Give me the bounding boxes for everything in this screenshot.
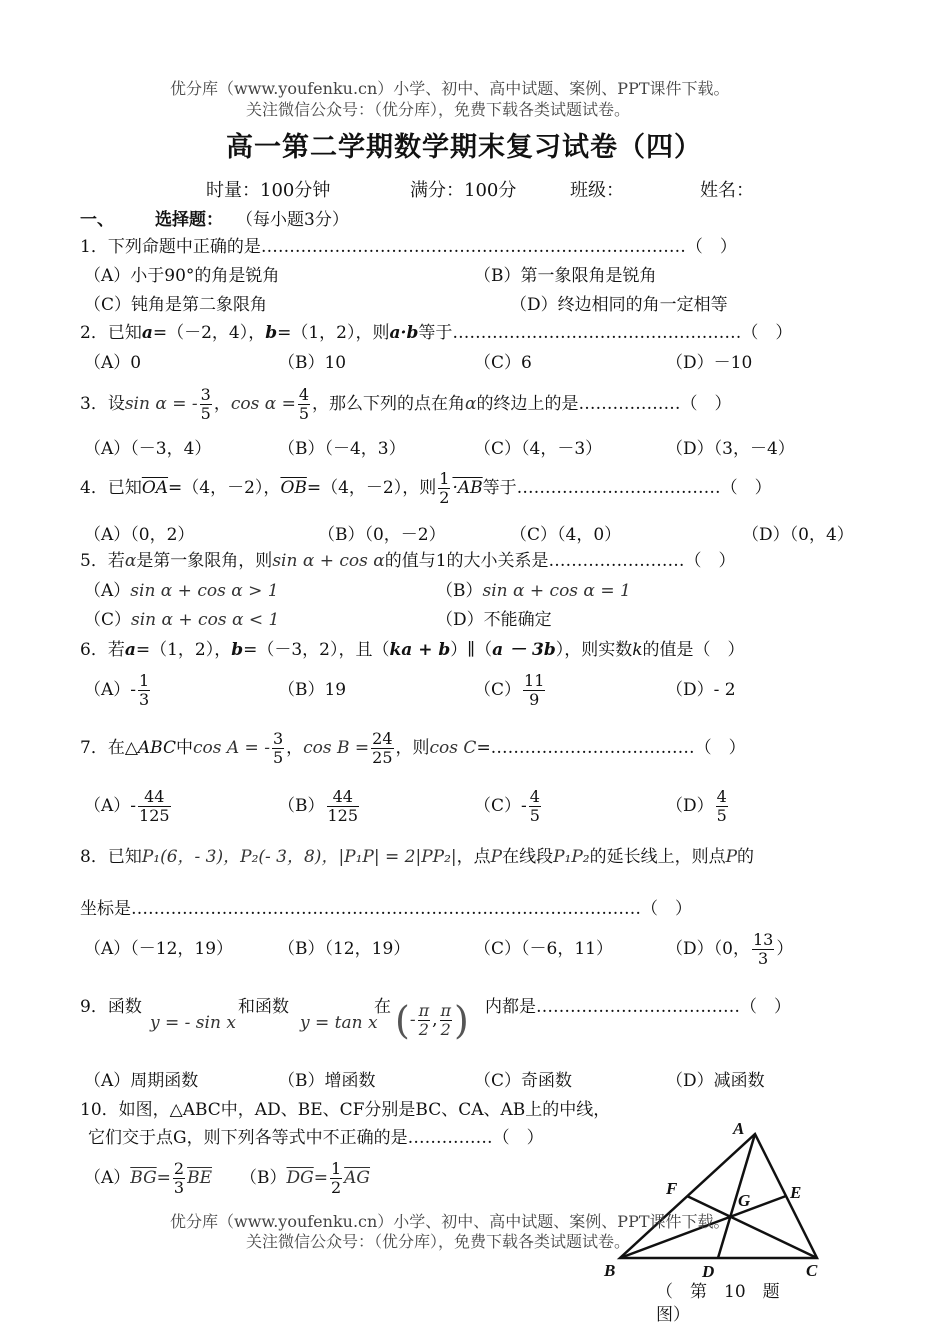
q8-d-num: 13 xyxy=(752,930,774,949)
label-e: E xyxy=(790,1183,802,1202)
q3-option-c: （C）（4，－3） xyxy=(474,439,603,459)
q3-comma: ， xyxy=(213,394,231,414)
q9-option-a: （A）周期函数 xyxy=(84,1071,199,1091)
q7-cosA: cos A = - xyxy=(192,738,270,758)
q7-stem xyxy=(80,726,746,770)
q10-option-a xyxy=(84,1156,212,1200)
q3-stem xyxy=(80,382,732,426)
q5-post: 的值与1的大小关系是……………………（ ） xyxy=(384,551,736,571)
q8-option-b: （B）（12，19） xyxy=(278,939,411,959)
q2-post: 等于……………………………………………（ ） xyxy=(418,323,793,343)
q9-func1: y = - sin x xyxy=(150,1013,236,1033)
q6-c-den: 9 xyxy=(529,690,540,709)
q1-option-a: （A）小于90°的角是锐角 xyxy=(84,266,280,286)
q7-then: ，则 xyxy=(395,738,430,758)
q10-a-den: 3 xyxy=(173,1178,185,1197)
q10-b-label: （B） xyxy=(240,1168,287,1188)
q4-option-d: （D）（0，4） xyxy=(742,525,854,545)
figure-caption-2: 图） xyxy=(656,1305,690,1325)
q3-option-d: （D）（3，－4） xyxy=(666,439,795,459)
q6-c-label: （C） xyxy=(474,680,522,700)
q10-b-num: 1 xyxy=(330,1159,342,1178)
q10-line1: 10．如图，△ABC中，AD、BE、CF分别是BC、CA、AB上的中线， xyxy=(80,1100,611,1120)
q7-frac1-den: 5 xyxy=(272,748,284,767)
q8-option-d xyxy=(666,927,793,971)
q6-a-frac xyxy=(138,672,150,709)
q7-d-frac xyxy=(716,788,728,825)
q8-d-frac xyxy=(752,931,774,968)
q6-a-num: 1 xyxy=(139,671,150,690)
q8-post: 的延长线上，则点 xyxy=(589,847,726,867)
q7-a-label: （A）- xyxy=(84,796,137,816)
q9-neg: - xyxy=(409,1010,416,1030)
q4-vec-ab: ·AB xyxy=(452,478,483,498)
page-title: 高一第二学期数学期末复习试卷（四） xyxy=(226,132,702,163)
q5-b-label: （B） xyxy=(436,581,483,601)
q10-b-dg: $\overline{DG}$ xyxy=(286,1168,314,1188)
q1-option-d: （D）终边相同的角一定相等 xyxy=(510,295,728,315)
q6-option-b: （B）19 xyxy=(278,680,347,700)
q3-post1: ，那么下列的点在角 xyxy=(312,394,466,414)
q9-rparen: ) xyxy=(454,998,469,1043)
q5-option-b xyxy=(436,580,631,602)
q7-c-num: 4 xyxy=(529,787,540,806)
info-class: 班级： xyxy=(570,180,624,201)
q7-a-den: 125 xyxy=(139,806,170,825)
info-time: 时量：100分钟 xyxy=(206,180,331,201)
q4-stem xyxy=(80,466,772,510)
q5-option-c xyxy=(84,609,279,631)
q9-frac1 xyxy=(418,1002,431,1039)
q7-abc: ABC xyxy=(137,738,176,758)
q3-pre: 3．设 xyxy=(80,394,125,414)
q5-c-expr: sin α + cos α < 1 xyxy=(131,610,280,630)
q2-dot: a·b xyxy=(389,323,419,343)
q9-mid: 和函数 xyxy=(238,997,289,1017)
q6-a-3b: a － 3b xyxy=(492,640,556,660)
q5-option-a xyxy=(84,580,279,602)
q4-mid1: =（4，－2）， xyxy=(168,478,281,498)
q9-in: 在 xyxy=(374,997,391,1017)
q8-d-end: ） xyxy=(776,939,794,959)
q1-option-c: （C）钝角是第二象限角 xyxy=(84,295,268,315)
q6-stem xyxy=(80,639,745,661)
q10-option-b xyxy=(240,1156,370,1200)
q2-option-b: （B）10 xyxy=(278,353,347,373)
q10-a-eq: = xyxy=(156,1168,171,1188)
q9-option-c: （C）奇函数 xyxy=(474,1071,573,1091)
q8-option-a: （A）（－12，19） xyxy=(84,939,234,959)
q7-option-a xyxy=(84,784,173,828)
q7-cosC: cos C xyxy=(429,738,477,758)
q5-mid: 是第一象限角，则 xyxy=(136,551,273,571)
q10-line2: 它们交于点G，则下列各等式中不正确的是……………（ ） xyxy=(88,1128,544,1148)
q5-stem xyxy=(80,550,736,572)
label-g: G xyxy=(738,1191,751,1210)
q9-post: 内都是………………………………（ ） xyxy=(485,997,791,1017)
q5-option-d: （D）不能确定 xyxy=(436,610,552,630)
q7-cosB: cos B = xyxy=(303,738,370,758)
q4-vec-ob: $\overline{OB}$ xyxy=(280,478,307,498)
q3-frac1-den: 5 xyxy=(200,404,211,423)
q7-b-frac xyxy=(327,788,360,825)
q7-a-frac xyxy=(138,788,171,825)
q6-c-num: 11 xyxy=(524,671,545,690)
q8-relation: |P₁P| = 2|PP₂| xyxy=(338,847,457,867)
q7-frac2-num: 24 xyxy=(372,729,393,748)
q3-frac2-den: 5 xyxy=(298,404,310,423)
q8-option-c: （C）（－6，11） xyxy=(474,939,613,959)
q6-post2: 的值是（ ） xyxy=(642,640,745,660)
q10-a-bg: $\overline{BG}$ xyxy=(130,1168,157,1188)
q7-d-label: （D） xyxy=(666,796,714,816)
q6-option-d: （D）- 2 xyxy=(666,680,736,700)
q7-b-label: （B） xyxy=(278,796,325,816)
label-b: B xyxy=(604,1261,616,1280)
q7-comma: ， xyxy=(286,738,304,758)
q7-pre: 7．在△ xyxy=(80,738,138,758)
q10-a-frac xyxy=(173,1160,185,1197)
q6-mid3: ）∥（ xyxy=(450,640,493,660)
q9-func2: y = tan x xyxy=(300,1013,378,1033)
figure-caption-1: （ 第 10 题 xyxy=(656,1282,780,1302)
q7-c-label: （C）- xyxy=(474,796,527,816)
q9-option-b: （B）增函数 xyxy=(278,1071,376,1091)
q3-post2: 的终边上的是………………（ ） xyxy=(476,394,732,414)
q9-frac2-num: π xyxy=(440,1001,452,1020)
q10-a-be: $\overline{BE}$ xyxy=(187,1168,213,1188)
q10-a-label: （A） xyxy=(84,1168,131,1188)
q6-mid2: =（－3，2），且（ xyxy=(243,640,390,660)
q2-option-c: （C）6 xyxy=(474,353,532,373)
q4-vec-oa: $\overline{OA}$ xyxy=(141,478,169,498)
q2-stem xyxy=(80,322,792,344)
q2-mid1: =（－2，4）， xyxy=(152,323,266,343)
q6-ka-b: ka + b xyxy=(389,640,451,660)
q7-a-num: 44 xyxy=(138,788,171,807)
q4-mid2: =（4，－2），则 xyxy=(306,478,437,498)
q7-mid: 中 xyxy=(175,738,193,758)
section-number: 一、 xyxy=(80,210,114,230)
q3-option-a: （A）（－3，4） xyxy=(84,439,212,459)
q2-vec-a: a xyxy=(141,323,153,343)
footer-line-1: 优分库（www.youfenku.cn）小学、初中、高中试题、案例、PPT课件下载。 xyxy=(170,1212,730,1231)
q6-a-label: （A）- xyxy=(84,680,137,700)
q8-d-den: 3 xyxy=(758,949,769,968)
q3-option-b: （B）（－4，3） xyxy=(278,439,406,459)
q8-segment: P₁P₂ xyxy=(553,847,590,867)
footer-line-2: 关注微信公众号：（优分库），免费下载各类试题试卷。 xyxy=(246,1232,631,1251)
q6-vec-b: b xyxy=(231,640,244,660)
q10-triangle-figure xyxy=(590,1110,840,1290)
q8-d-label: （D）（0， xyxy=(666,939,750,959)
q6-a-den: 3 xyxy=(139,690,150,709)
q4-option-a: （A）（0，2） xyxy=(84,525,195,545)
q8-p-end: P xyxy=(725,847,738,867)
q9-stem xyxy=(80,996,142,1018)
q6-c-frac xyxy=(523,672,545,709)
label-c: C xyxy=(806,1261,818,1280)
q4-option-b: （B）（0，－2） xyxy=(318,525,446,545)
section-note: （每小题3分） xyxy=(236,210,349,230)
q6-k: k xyxy=(632,640,643,660)
q7-c-den: 5 xyxy=(529,806,540,825)
q4-pre: 4．已知 xyxy=(80,478,142,498)
label-a: A xyxy=(733,1119,745,1138)
q3-frac2-num: 4 xyxy=(298,385,310,404)
q8-stem xyxy=(80,846,754,868)
q4-frac-num: 1 xyxy=(439,469,450,488)
q6-post: ），则实数 xyxy=(555,640,633,660)
q4-frac xyxy=(438,470,450,507)
q7-b-num: 44 xyxy=(327,788,360,807)
q10-b-frac xyxy=(330,1160,342,1197)
q8-p2: P₂(- 3，8)， xyxy=(240,847,339,867)
q5-alpha: α xyxy=(124,551,137,571)
q4-option-c: （C）（4，0） xyxy=(510,525,622,545)
q7-d-den: 5 xyxy=(716,806,727,825)
q7-frac1-num: 3 xyxy=(272,729,284,748)
q6-pre: 6．若 xyxy=(80,640,125,660)
q2-pre: 2．已知 xyxy=(80,323,142,343)
header-line-1: 优分库（www.youfenku.cn）小学、初中、高中试题、案例、PPT课件下载。 xyxy=(170,79,730,98)
q7-option-c xyxy=(474,784,543,828)
q9-lparen: ( xyxy=(395,998,410,1043)
q1-stem: 1．下列命题中正确的是…………………………………………………………………（ ） xyxy=(80,237,737,257)
q3-sin: sin α = - xyxy=(124,394,198,414)
q5-a-expr: sin α + cos α > 1 xyxy=(130,581,279,601)
q8-pre: 8．已知 xyxy=(80,847,142,867)
q7-frac2-den: 25 xyxy=(372,748,393,767)
q8-mid2: 在线段 xyxy=(502,847,554,867)
q7-frac1 xyxy=(272,730,284,767)
q3-alpha: α xyxy=(465,394,477,414)
q1-option-b: （B）第一象限角是锐角 xyxy=(474,266,657,286)
q8-p1: P₁(6，- 3)， xyxy=(141,847,241,867)
q9-interval: (- $\frac{\pi}{2}$ , $\frac{\pi}{2}$ ) xyxy=(395,998,469,1043)
q7-option-d xyxy=(666,784,730,828)
q5-pre: 5．若 xyxy=(80,551,125,571)
q9-frac1-den: 2 xyxy=(418,1020,429,1039)
q8-post2: 的 xyxy=(737,847,755,867)
q5-c-label: （C） xyxy=(84,610,132,630)
q7-c-frac xyxy=(529,788,541,825)
q6-option-c xyxy=(474,668,547,712)
q9-frac2 xyxy=(440,1002,453,1039)
q8-line2: 坐标是………………………………………………………………………………（ ） xyxy=(80,899,692,919)
q9-pre: 9．函数 xyxy=(80,997,142,1017)
triangle-abc xyxy=(620,1134,817,1258)
info-name: 姓名： xyxy=(700,180,754,201)
q3-cos: cos α = xyxy=(230,394,296,414)
q9-frac2-den: 2 xyxy=(440,1020,451,1039)
q2-mid2: =（1，2），则 xyxy=(277,323,390,343)
q8-mid: ，点 xyxy=(456,847,491,867)
q2-option-a: （A）0 xyxy=(84,353,142,373)
label-f: F xyxy=(666,1179,678,1198)
q10-b-den: 2 xyxy=(330,1178,342,1197)
q3-frac1-num: 3 xyxy=(200,385,211,404)
q9-frac1-num: π xyxy=(418,1001,430,1020)
q2-vec-b: b xyxy=(265,323,278,343)
q7-post: =………………………………（ ） xyxy=(476,738,746,758)
q4-frac-den: 2 xyxy=(439,488,450,507)
q8-p: P xyxy=(490,847,503,867)
q10-b-eq: = xyxy=(313,1168,328,1188)
section-label: 选择题： xyxy=(155,210,223,230)
q7-frac2 xyxy=(371,730,393,767)
q4-post: 等于………………………………（ ） xyxy=(482,478,772,498)
q7-d-num: 4 xyxy=(716,787,727,806)
q3-frac1 xyxy=(200,386,212,423)
q6-vec-a: a xyxy=(124,640,136,660)
q10-a-num: 2 xyxy=(173,1159,185,1178)
label-d: D xyxy=(702,1262,715,1281)
q6-mid1: =（1，2）， xyxy=(135,640,232,660)
q7-b-den: 125 xyxy=(327,806,359,825)
info-score: 满分：100分 xyxy=(410,180,517,201)
header-line-2: 关注微信公众号：（优分库），免费下载各类试题试卷。 xyxy=(246,100,631,119)
q5-expr: sin α + cos α xyxy=(272,551,385,571)
q10-b-ag: $\overline{AG}$ xyxy=(344,1168,371,1188)
q6-option-a xyxy=(84,668,152,712)
q3-frac2 xyxy=(298,386,310,423)
q2-option-d: （D）－10 xyxy=(666,353,753,373)
q9-option-d: （D）减函数 xyxy=(666,1071,765,1091)
q5-b-expr: sin α + cos α = 1 xyxy=(482,581,631,601)
q5-a-label: （A） xyxy=(84,581,131,601)
q7-option-b xyxy=(278,784,361,828)
